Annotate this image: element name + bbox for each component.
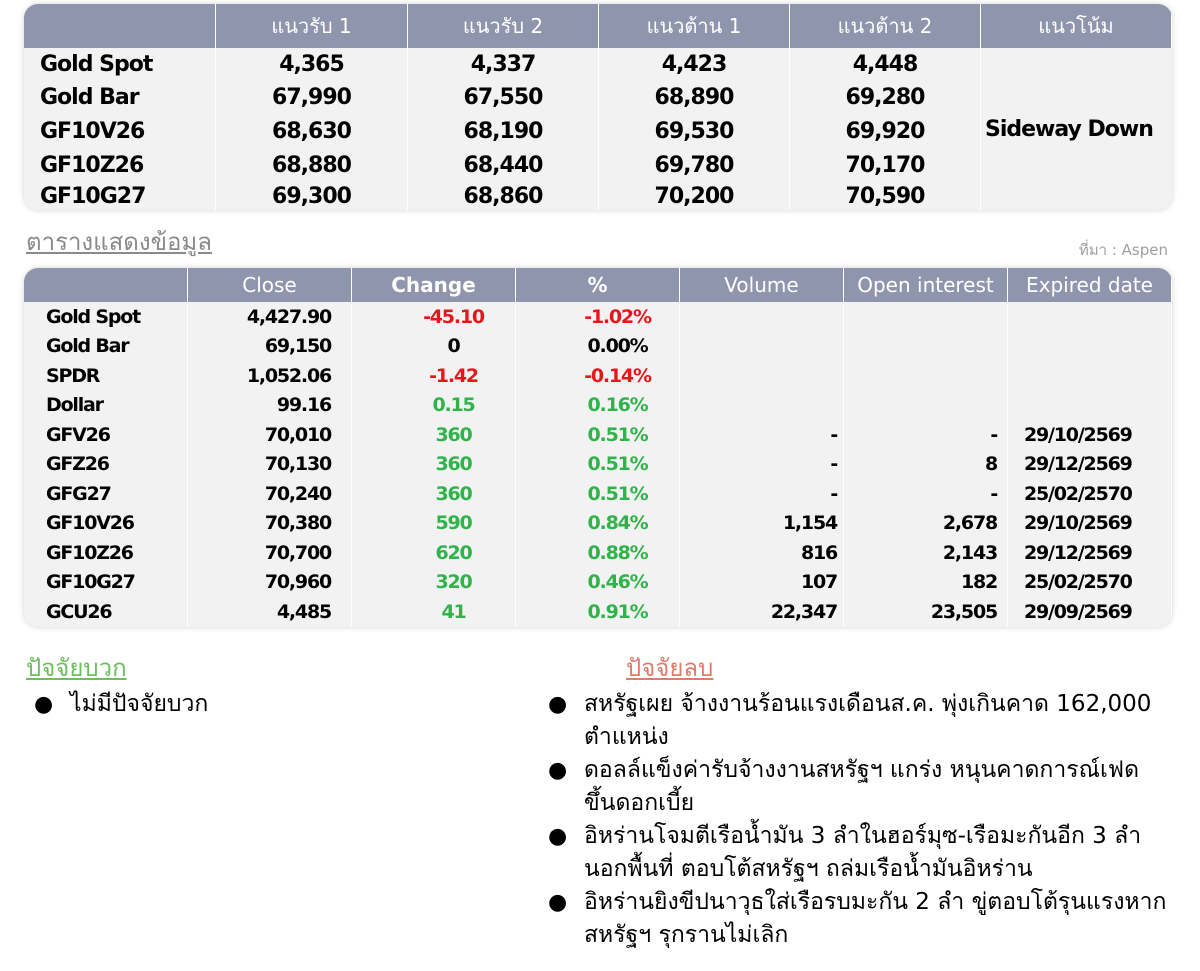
expired-date-value [1008,361,1172,391]
open-interest-value [844,361,1008,391]
header-trend: แนวโน้ม [981,4,1172,48]
open-interest-value: 2,678 [844,509,1008,539]
list-item [540,820,1170,886]
percent-value: 0.00% [516,332,680,362]
volume-value: 107 [680,568,844,598]
expired-date-value [1008,302,1172,332]
volume-value: - [680,450,844,480]
percent-value: 0.16% [516,391,680,421]
bullet-icon: ● [34,692,54,717]
instrument-name: GF10V26 [24,509,188,539]
open-interest-value [844,302,1008,332]
close-value: 4,485 [188,597,352,627]
volume-value: 22,347 [680,597,844,627]
percent-value: 0.84% [516,509,680,539]
percent-value: -1.02% [516,302,680,332]
change-value: 360 [352,420,516,450]
instrument-name: SPDR [24,361,188,391]
support-1-value: 69,300 [216,182,408,210]
percent-value: 0.46% [516,568,680,598]
instrument-name: GF10G27 [24,568,188,598]
bullet-icon: ● [548,758,568,783]
resistance-1-value: 70,200 [599,182,790,210]
percent-value: -0.14% [516,361,680,391]
close-value: 99.16 [188,391,352,421]
instrument-name: GFZ26 [24,450,188,480]
percent-value: 0.51% [516,479,680,509]
resistance-2-value: 69,280 [790,80,981,114]
list-item-text: อิหร่านยิงขีปนาวุธใส่เรือรบมะกัน 2 ลำ ขู่ตอบโต้รุนแรงหากสหรัฐฯ รุกรานไม่เลิก [584,889,1167,948]
percent-value: 0.51% [516,420,680,450]
support-2-value: 4,337 [408,48,599,80]
list-item-text: ดอลล์แข็งค่ารับจ้างงานสหรัฐฯ แกร่ง หนุนคาดการณ์เฟดขึ้นดอกเบี้ย [584,757,1140,816]
list-item [540,754,1170,820]
open-interest-value: - [844,420,1008,450]
open-interest-value: 182 [844,568,1008,598]
negative-factors-list [540,688,1170,952]
list-item [540,688,1170,754]
header-close: Close [188,268,352,302]
expired-date-value: 29/10/2569 [1008,509,1172,539]
open-interest-value: 2,143 [844,538,1008,568]
row-label: GF10V26 [24,114,216,148]
instrument-name: Gold Bar [24,332,188,362]
support-1-value: 67,990 [216,80,408,114]
change-value: 360 [352,479,516,509]
positive-factors-list [26,688,526,721]
close-value: 70,010 [188,420,352,450]
change-value: 360 [352,450,516,480]
change-value: 41 [352,597,516,627]
resistance-2-value: 70,590 [790,182,981,210]
source-label: ที่มา : Aspen [1078,241,1168,259]
instrument-name: GCU26 [24,597,188,627]
instrument-name: GF10Z26 [24,538,188,568]
list-item [540,886,1170,952]
support-2-value: 67,550 [408,80,599,114]
expired-date-value: 29/12/2569 [1008,450,1172,480]
open-interest-value: - [844,479,1008,509]
open-interest-value [844,332,1008,362]
support-1-value: 4,365 [216,48,408,80]
change-value: 320 [352,568,516,598]
percent-value: 0.51% [516,450,680,480]
expired-date-value: 25/02/2570 [1008,479,1172,509]
header-support-2: แนวรับ 2 [408,4,599,48]
positive-factors-title: ปัจจัยบวก [26,654,127,682]
volume-value [680,332,844,362]
volume-value: 816 [680,538,844,568]
row-label: Gold Bar [24,80,216,114]
close-value: 70,380 [188,509,352,539]
header-cell [24,4,216,48]
resistance-1-value: 4,423 [599,48,790,80]
volume-value: - [680,479,844,509]
support-1-value: 68,630 [216,114,408,148]
change-value: -1.42 [352,361,516,391]
percent-value: 0.88% [516,538,680,568]
list-item-text: อิหร่านโจมตีเรือน้ำมัน 3 ลำในฮอร์มุซ-เรือมะกันอีก 3 ลำนอกพื้นที่ ตอบโต้สหรัฐฯ ถล่มเรือน้ำมันอิหร่าน [584,823,1142,882]
close-value: 1,052.06 [188,361,352,391]
volume-value: 1,154 [680,509,844,539]
bullet-icon: ● [548,692,568,717]
negative-factors-title: ปัจจัยลบ [626,654,714,682]
change-value: 0.15 [352,391,516,421]
header-resistance-2: แนวต้าน 2 [790,4,981,48]
resistance-1-value: 69,780 [599,148,790,182]
change-value: -45.10 [352,302,516,332]
row-label: GF10G27 [24,182,216,210]
close-value: 70,960 [188,568,352,598]
support-2-value: 68,190 [408,114,599,148]
market-data-table [24,268,1172,627]
expired-date-value [1008,332,1172,362]
support-2-value: 68,440 [408,148,599,182]
volume-value: - [680,420,844,450]
instrument-name: Dollar [24,391,188,421]
resistance-2-value: 4,448 [790,48,981,80]
open-interest-value: 8 [844,450,1008,480]
instrument-name: Gold Spot [24,302,188,332]
bullet-icon: ● [548,824,568,849]
resistance-2-value: 69,920 [790,114,981,148]
header-support-1: แนวรับ 1 [216,4,408,48]
support-2-value: 68,860 [408,182,599,210]
support-1-value: 68,880 [216,148,408,182]
list-item-text: ไม่มีปัจจัยบวก [70,691,209,717]
support-resistance-table [24,4,1172,210]
expired-date-value [1008,391,1172,421]
expired-date-value: 25/02/2570 [1008,568,1172,598]
open-interest-value: 23,505 [844,597,1008,627]
bullet-icon: ● [548,890,568,915]
header-resistance-1: แนวต้าน 1 [599,4,790,48]
header-expired-date: Expired date [1008,268,1172,302]
row-label: GF10Z26 [24,148,216,182]
volume-value [680,391,844,421]
resistance-1-value: 68,890 [599,80,790,114]
close-value: 69,150 [188,332,352,362]
row-label: Gold Spot [24,48,216,80]
open-interest-value [844,391,1008,421]
change-value: 590 [352,509,516,539]
instrument-name: GFV26 [24,420,188,450]
header-open-interest: Open interest [844,268,1008,302]
change-value: 0 [352,332,516,362]
close-value: 70,240 [188,479,352,509]
header-percent: % [516,268,680,302]
section-title: ตารางแสดงข้อมูล [26,228,212,256]
close-value: 4,427.90 [188,302,352,332]
close-value: 70,130 [188,450,352,480]
list-item-text: สหรัฐเผย จ้างงานร้อนแรงเดือนส.ค. พุ่งเกินคาด 162,000 ตำแหน่ง [584,691,1152,750]
header-volume: Volume [680,268,844,302]
change-value: 620 [352,538,516,568]
instrument-name: GFG27 [24,479,188,509]
trend-value: Sideway Down [985,116,1153,142]
resistance-2-value: 70,170 [790,148,981,182]
header-cell [24,268,188,302]
resistance-1-value: 69,530 [599,114,790,148]
expired-date-value: 29/12/2569 [1008,538,1172,568]
list-item [26,688,526,721]
expired-date-value: 29/09/2569 [1008,597,1172,627]
expired-date-value: 29/10/2569 [1008,420,1172,450]
close-value: 70,700 [188,538,352,568]
header-change: Change [352,268,516,302]
volume-value [680,361,844,391]
percent-value: 0.91% [516,597,680,627]
volume-value [680,302,844,332]
